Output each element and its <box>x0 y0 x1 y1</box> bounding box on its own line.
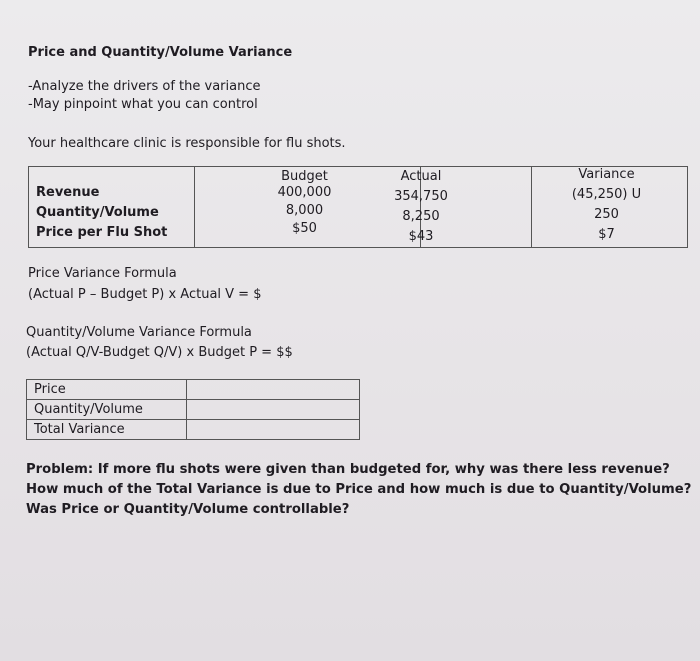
problem-line-1: Problem: If more flu shots were given than budgeted for, why was there less revenue? <box>26 462 670 477</box>
variance-table <box>28 166 688 248</box>
breakdown-label-quantity: Quantity/Volume <box>27 400 187 420</box>
page-title: Price and Quantity/Volume Variance <box>28 45 293 60</box>
actual-header: Actual <box>400 169 442 184</box>
breakdown-value-total[interactable] <box>187 420 360 440</box>
variance-revenue: (45,250) U <box>571 187 642 202</box>
price-formula-title: Price Variance Formula <box>28 266 177 281</box>
actual-column <box>394 167 532 248</box>
row-label-revenue: Revenue <box>36 185 100 200</box>
breakdown-value-quantity[interactable] <box>187 400 360 420</box>
actual-price: $43 <box>408 229 434 244</box>
budget-price: $50 <box>292 221 317 236</box>
breakdown-value-price[interactable] <box>187 380 360 400</box>
bullet-pinpoint: -May pinpoint what you can control <box>28 97 258 112</box>
budget-revenue: 400,000 <box>277 185 332 200</box>
actual-revenue: 354,750 <box>394 189 448 204</box>
intro-text: Your healthcare clinic is responsible for flu shots. <box>28 136 346 151</box>
variance-price: $7 <box>598 227 615 242</box>
variance-header: Variance <box>578 167 635 182</box>
row-labels-cell <box>29 167 195 248</box>
budget-header: Budget <box>281 169 328 184</box>
row-label-quantity: Quantity/Volume <box>36 205 159 220</box>
bullet-analyze: -Analyze the drivers of the variance <box>28 79 261 94</box>
actual-quantity: 8,250 <box>402 209 440 224</box>
problem-line-2: How much of the Total Variance is due to Price and how much is due to Quantity/Volume? <box>26 482 692 497</box>
breakdown-label-total: Total Variance <box>27 420 187 440</box>
variance-quantity: 250 <box>594 207 619 222</box>
breakdown-label-price: Price <box>27 380 187 400</box>
variance-breakdown-table <box>26 379 360 440</box>
variance-column <box>532 167 688 248</box>
price-formula-text: (Actual P – Budget P) x Actual V = $ <box>28 287 262 302</box>
problem-statement <box>26 460 691 520</box>
qv-formula-title: Quantity/Volume Variance Formula <box>26 325 252 340</box>
problem-line-3: Was Price or Quantity/Volume controllable? <box>26 502 350 517</box>
budget-quantity: 8,000 <box>285 203 324 218</box>
qv-formula-text: (Actual Q/V-Budget Q/V) x Budget P = $$ <box>26 345 293 360</box>
row-label-price: Price per Flu Shot <box>36 225 168 240</box>
